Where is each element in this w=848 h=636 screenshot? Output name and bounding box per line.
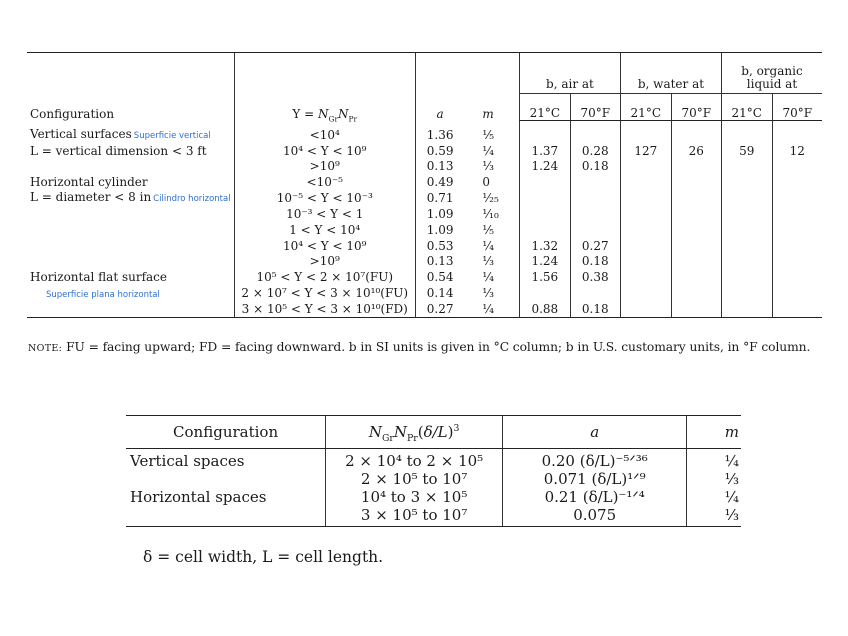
cell-m [464, 269, 519, 285]
cell-text: 3 × 10⁵ < Y < 3 × 10¹⁰(FD) [241, 301, 408, 316]
cell-org-f [772, 301, 822, 317]
cell-m [464, 285, 519, 301]
cell-text: 26 [688, 143, 704, 158]
cell-water-f [671, 143, 721, 159]
cell-water-f [671, 121, 721, 143]
cell-org-c [721, 159, 772, 175]
cell-config [27, 121, 234, 143]
cell-air-c [519, 121, 570, 143]
cell-a [415, 269, 464, 285]
cell-text: 10⁻⁵ < Y < 10⁻³ [276, 191, 373, 206]
t2-header-m: m [687, 416, 741, 449]
cell-config [27, 254, 234, 270]
t2-cell-config: Horizontal spaces [130, 487, 267, 506]
cell-air-c [519, 206, 570, 222]
cell-m [464, 238, 519, 254]
cell-text: 0.28 [581, 143, 609, 158]
cell-m [464, 301, 519, 317]
cell-org-f [772, 159, 822, 175]
cell-y [234, 190, 415, 206]
cell-air-f [570, 174, 620, 190]
cell-org-c [721, 121, 772, 143]
cell-config [27, 159, 234, 175]
header-configuration: Configuration [27, 53, 234, 121]
cell-text: 1.24 [531, 159, 559, 174]
cell-a [415, 159, 464, 175]
cell-text: 59 [739, 143, 755, 158]
cell-water-f [671, 190, 721, 206]
cell-config [27, 269, 234, 285]
t2-cell-range: 3 × 10⁵ to 10⁷ [326, 506, 503, 527]
cell-water-c [620, 301, 671, 317]
cell-a [415, 174, 464, 190]
annotation-hint: Cilindro horizontal [153, 194, 231, 205]
cell-a [415, 143, 464, 159]
cell-org-c [721, 285, 772, 301]
table-row [27, 206, 822, 222]
cell-air-c [519, 301, 570, 317]
cell-y [234, 222, 415, 238]
cell-water-c [620, 269, 671, 285]
cell-text: 0.88 [531, 301, 559, 316]
header-air-f: 70°F [570, 94, 620, 121]
cell-org-c [721, 269, 772, 285]
t2-cell-range: 10⁴ to 3 × 10⁵ [326, 488, 503, 506]
table-row [27, 143, 822, 159]
cell-a [415, 285, 464, 301]
header-y: $Y = N_{Gr}N_{Pr}$ [234, 53, 415, 121]
cell-text: >10⁹ [309, 254, 340, 269]
cell-text: 0.14 [426, 286, 454, 301]
cell-water-f [671, 206, 721, 222]
table-row [126, 470, 741, 488]
cell-m [464, 174, 519, 190]
cell-water-c [620, 190, 671, 206]
cell-water-c [620, 121, 671, 143]
cell-text: L = vertical dimension < 3 ft [30, 143, 207, 158]
cell-m [464, 206, 519, 222]
cell-m [464, 254, 519, 270]
header-b-air: b, air at [519, 53, 620, 94]
annotation-hint: Superficie plana horizontal [46, 290, 160, 301]
table-row [27, 254, 822, 270]
header-b-organic: b, organic liquid at [721, 53, 822, 94]
cell-org-c [721, 206, 772, 222]
cell-water-c [620, 254, 671, 270]
cell-m [464, 159, 519, 175]
cell-air-f [570, 206, 620, 222]
cell-a [415, 206, 464, 222]
cell-air-c [519, 254, 570, 270]
cell-org-f [772, 190, 822, 206]
cell-air-c [519, 174, 570, 190]
cell-text: 0.54 [426, 270, 454, 285]
cell-org-f [772, 269, 822, 285]
table-row [126, 506, 741, 527]
cell-text: ⅓ [482, 159, 494, 174]
cell-config [27, 174, 234, 190]
cell-text: 10⁴ < Y < 10⁹ [283, 143, 367, 158]
t2-cell-range: 2 × 10⁵ to 10⁷ [326, 470, 503, 488]
cell-air-f [570, 190, 620, 206]
cell-y [234, 143, 415, 159]
cell-text: 0.13 [426, 254, 454, 269]
cell-text: 1.56 [531, 270, 559, 285]
cell-org-f [772, 254, 822, 270]
cell-air-f [570, 143, 620, 159]
cell-text: 1.32 [531, 238, 559, 253]
cell-text: <10⁻⁵ [306, 175, 343, 190]
cell-text: 10⁻³ < Y < 1 [286, 207, 364, 222]
table-row [27, 238, 822, 254]
cell-text: 127 [634, 143, 658, 158]
cell-water-f [671, 174, 721, 190]
header-air-c: 21°C [519, 94, 570, 121]
cell-text: 1.36 [426, 127, 454, 142]
table-row [27, 159, 822, 175]
cell-a [415, 301, 464, 317]
cell-air-f [570, 159, 620, 175]
table-row [27, 174, 822, 190]
t2-cell-config [126, 506, 326, 527]
cell-text: 0.59 [426, 143, 454, 158]
cell-text: Horizontal cylinder [30, 175, 148, 190]
cell-water-c [620, 206, 671, 222]
t2-header-range: $N_{Gr}N_{Pr}(\delta/L)^3$ [326, 416, 503, 449]
cell-text: ¹⁄₂₅ [482, 191, 499, 206]
note-label: NOTE: [28, 343, 63, 354]
cell-y [234, 301, 415, 317]
cell-text: 2 × 10⁷ < Y < 3 × 10¹⁰(FU) [241, 286, 409, 301]
header-b-water: b, water at [620, 53, 721, 94]
cell-config [27, 190, 234, 206]
cell-text: L = diameter < 8 in [30, 190, 152, 205]
cell-a [415, 190, 464, 206]
cell-text: ¼ [482, 238, 494, 253]
cell-text: Horizontal flat surface [30, 270, 168, 285]
cell-text: ⅓ [482, 254, 494, 269]
cell-water-f [671, 301, 721, 317]
cell-text: 10⁵ < Y < 2 × 10⁷(FU) [256, 270, 394, 285]
header-organic-f: 70°F [772, 94, 822, 121]
table-row [126, 449, 741, 471]
cell-text: ⅕ [482, 222, 494, 237]
header-organic-c: 21°C [721, 94, 772, 121]
cell-config [27, 238, 234, 254]
cell-m [464, 190, 519, 206]
cell-a [415, 222, 464, 238]
cell-org-f [772, 222, 822, 238]
cell-org-c [721, 143, 772, 159]
t2-header-configuration: Configuration [126, 416, 326, 449]
cell-config [27, 222, 234, 238]
cell-org-f [772, 238, 822, 254]
t2-cell-config: Vertical spaces [130, 451, 245, 470]
cell-text: ⅓ [482, 286, 494, 301]
cell-text: 0.53 [426, 238, 454, 253]
cell-org-c [721, 190, 772, 206]
cell-air-f [570, 238, 620, 254]
cell-text: 0.27 [426, 301, 454, 316]
t2-cell-a: 0.071 (δ/L)¹ᐟ⁹ [503, 470, 687, 488]
cell-water-c [620, 238, 671, 254]
enclosed-spaces-table [126, 415, 741, 527]
cell-text: Vertical surfaces [30, 126, 132, 141]
t2-cell-m: ¼ [687, 488, 741, 506]
cell-org-f [772, 121, 822, 143]
cell-text: 0.27 [581, 238, 609, 253]
cell-m [464, 121, 519, 143]
cell-config [27, 206, 234, 222]
cell-air-c [519, 190, 570, 206]
cell-air-f [570, 269, 620, 285]
cell-text: 1.09 [426, 222, 454, 237]
cell-org-f [772, 206, 822, 222]
cell-text: 0.18 [581, 159, 609, 174]
cell-water-f [671, 254, 721, 270]
cell-text: >10⁹ [309, 159, 340, 174]
cell-a [415, 254, 464, 270]
heat-transfer-table [27, 52, 822, 318]
table-row [27, 285, 822, 301]
cell-a [415, 238, 464, 254]
cell-air-f [570, 254, 620, 270]
cell-text: ¹⁄₁₀ [482, 207, 499, 222]
cell-org-c [721, 254, 772, 270]
cell-m [464, 222, 519, 238]
header-m: m [464, 53, 519, 121]
cell-water-f [671, 238, 721, 254]
cell-text: ¼ [482, 143, 494, 158]
t2-cell-m: ⅓ [687, 506, 741, 527]
cell-air-c [519, 143, 570, 159]
cell-y [234, 254, 415, 270]
cell-text: 12 [789, 143, 805, 158]
table-row [27, 121, 822, 143]
cell-air-c [519, 269, 570, 285]
t2-cell-a: 0.21 (δ/L)⁻¹ᐟ⁴ [503, 488, 687, 506]
cell-config [27, 285, 234, 301]
cell-org-f [772, 174, 822, 190]
cell-text: ⅕ [482, 127, 494, 142]
cell-m [464, 143, 519, 159]
cell-air-f [570, 222, 620, 238]
cell-water-f [671, 222, 721, 238]
note-text: FU = facing upward; FD = facing downward. b in SI units is given in °C column; b in U.S. customary units, in °F column. [66, 340, 811, 354]
header-a: a [415, 53, 464, 121]
cell-text: 0.38 [581, 270, 609, 285]
t2-cell-range: 2 × 10⁴ to 2 × 10⁵ [326, 449, 503, 471]
cell-water-c [620, 159, 671, 175]
annotation-hint: Superficie vertical [133, 130, 211, 141]
t2-cell-m: ¼ [687, 449, 741, 471]
cell-org-f [772, 143, 822, 159]
cell-org-c [721, 301, 772, 317]
cell-y [234, 206, 415, 222]
cell-water-c [620, 222, 671, 238]
cell-org-c [721, 174, 772, 190]
cell-air-c [519, 222, 570, 238]
cell-y [234, 238, 415, 254]
cell-text: 0.18 [581, 254, 609, 269]
table1-note [28, 340, 810, 354]
cell-org-c [721, 238, 772, 254]
table-row [27, 190, 822, 206]
header-water-c: 21°C [620, 94, 671, 121]
cell-water-c [620, 285, 671, 301]
t2-header-a: a [503, 416, 687, 449]
cell-text: 10⁴ < Y < 10⁹ [283, 238, 367, 253]
cell-a [415, 121, 464, 143]
cell-text: 1.09 [426, 207, 454, 222]
t2-cell-a: 0.20 (δ/L)⁻⁵ᐟ³⁶ [503, 449, 687, 471]
table-row [27, 269, 822, 285]
cell-air-c [519, 159, 570, 175]
cell-water-f [671, 285, 721, 301]
table-row [27, 222, 822, 238]
cell-y [234, 269, 415, 285]
cell-air-f [570, 301, 620, 317]
cell-text: 1.37 [531, 143, 559, 158]
table-row [27, 301, 822, 317]
cell-water-f [671, 269, 721, 285]
t2-cell-m: ⅓ [687, 470, 741, 488]
cell-water-c [620, 143, 671, 159]
t2-cell-a: 0.075 [503, 506, 687, 527]
cell-text: ¼ [482, 270, 494, 285]
cell-text: 0.18 [581, 301, 609, 316]
cell-air-c [519, 238, 570, 254]
cell-air-f [570, 285, 620, 301]
cell-text: 0 [482, 175, 490, 190]
header-water-f: 70°F [671, 94, 721, 121]
cell-water-c [620, 174, 671, 190]
cell-config [27, 143, 234, 159]
cell-text: 0.71 [426, 191, 454, 206]
cell-org-c [721, 222, 772, 238]
cell-text: <10⁴ [309, 127, 340, 142]
cell-text: 0.49 [426, 175, 454, 190]
cell-water-f [671, 159, 721, 175]
t2-cell-config [126, 470, 326, 488]
cell-config [27, 301, 234, 317]
cell-text: 1.24 [531, 254, 559, 269]
cell-text: ¼ [482, 301, 494, 316]
cell-y [234, 285, 415, 301]
cell-air-c [519, 285, 570, 301]
cell-air-f [570, 121, 620, 143]
cell-y [234, 174, 415, 190]
table2-note: δ = cell width, L = cell length. [143, 548, 384, 566]
table-row [126, 488, 741, 506]
cell-y [234, 159, 415, 175]
cell-y [234, 121, 415, 143]
cell-org-f [772, 285, 822, 301]
cell-text: 0.13 [426, 159, 454, 174]
cell-text: 1 < Y < 10⁴ [289, 222, 361, 237]
